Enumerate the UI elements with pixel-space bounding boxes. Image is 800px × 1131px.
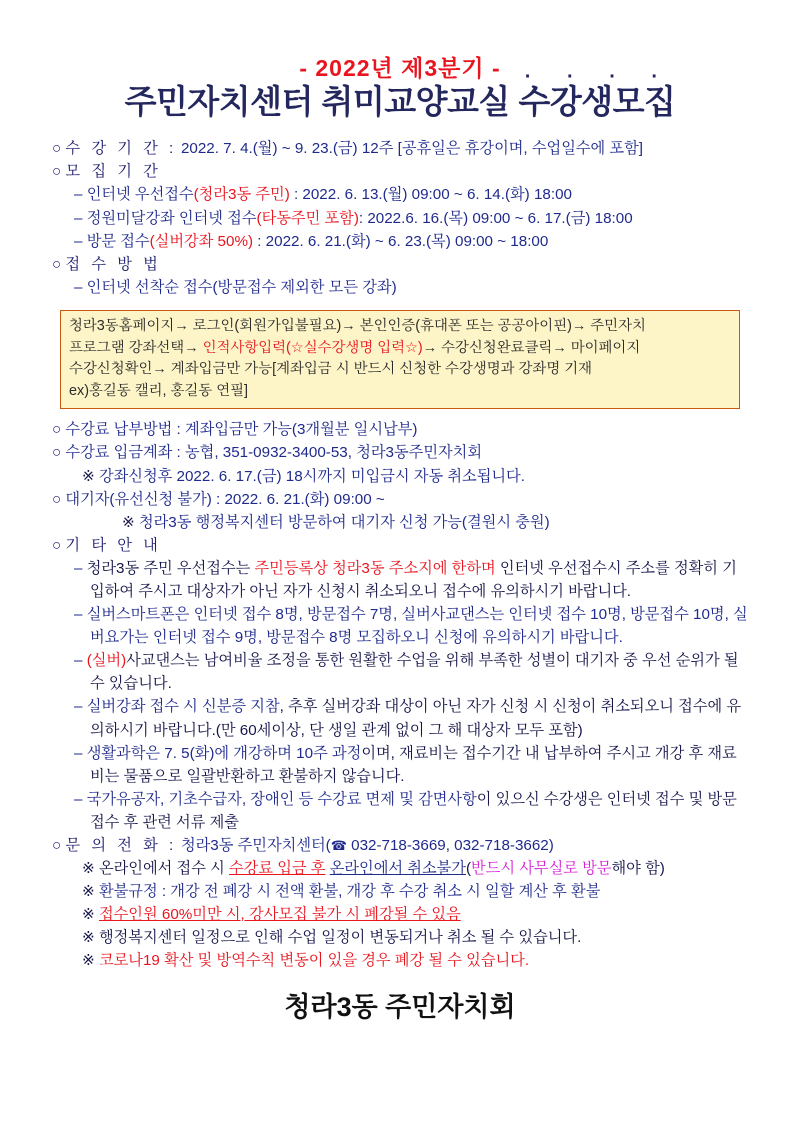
waitlist-text: 대기자(유선신청 불가) : 2022. 6. 21.(화) 09:00 ~	[65, 490, 385, 508]
method-bullet: ○	[52, 255, 62, 273]
period-value: 2022. 7. 4.(월) ~ 9. 23.(금) 12주 [공휴일은 휴강이며, 수업일수에 포함]	[180, 140, 643, 158]
notice-3-text: 행정복지센터 일정으로 인해 수업 일정이 변동되거나 취소 될 수 있습니다.	[98, 929, 582, 947]
contact-label: 문 의 전 화 :	[65, 837, 177, 855]
flow-line-4: ex)홍길동 캘리, 홍길동 연필]	[69, 382, 248, 399]
page-title	[0, 83, 800, 121]
telephone-icon: ☎	[330, 838, 347, 854]
other-info-item-0-dash: –	[74, 559, 83, 577]
contact-office: 청라3동 주민자치센터(	[180, 837, 331, 855]
recruit-item-0-pre: 인터넷 우선접수	[86, 186, 194, 204]
other-info-item-3-highlight: 실버강좌 접수 시 신분증 지참	[86, 698, 280, 716]
waitlist-bullet: ○	[52, 490, 62, 508]
notice-4	[82, 949, 748, 972]
notice-1	[82, 880, 748, 903]
notice-3	[82, 926, 748, 949]
section-recruit-header	[52, 160, 748, 183]
other-info-item-2	[74, 649, 748, 695]
recruit-item-2-pre: 방문 접수	[86, 232, 150, 250]
footer-signature: 청라3동 주민자치회	[284, 991, 516, 1022]
section-waitlist	[52, 488, 748, 511]
title-kicker: - 2022년 제3분기 -	[299, 55, 501, 81]
recruit-item-0-highlight: (청라3동 주민)	[193, 186, 290, 204]
flow-line-3: 수강신청확인→ 계좌입금만 가능[계좌입금 시 반드시 신청한 수강생명과 강좌명 기재	[69, 361, 593, 378]
notice-0-bullet: ※	[82, 860, 95, 878]
notice-2	[82, 903, 748, 926]
waitlist-sub-note	[122, 511, 748, 534]
other-info-item-2-highlight: (실버)	[86, 652, 127, 670]
notice-0-seg-5: 반드시 사무실로 방문	[471, 860, 612, 878]
section-other-info-header	[52, 534, 748, 557]
other-info-item-2-p2: 사교댄스는 남여비율 조정을 통한 원활한 수업을 위해 부족한 성별이 대기자 중 우선 순위가 될 수 있습니다.	[90, 652, 739, 693]
other-info-item-4-highlight: 생활과학은 7. 5(화)에 개강하며 10주 과정	[86, 744, 362, 762]
contact-bullet: ○	[52, 837, 62, 855]
section-contact	[52, 834, 748, 857]
recruit-item-1	[74, 207, 748, 230]
other-info-item-3-dash: –	[74, 698, 83, 716]
recruit-bullet: ○	[52, 163, 62, 181]
waitlist-sub-bullet: ※	[122, 513, 135, 531]
auto-cancel-note	[82, 465, 748, 488]
recruit-item-1-pre: 정원미달강좌 인터넷 접수	[86, 209, 257, 227]
payment-method-text: 수강료 납부방법 : 계좌입금만 가능(3개월분 일시납부)	[65, 421, 418, 439]
flow-line-2-highlight: 인적사항입력(☆실수강생명 입력☆)	[202, 339, 423, 356]
document-body	[0, 121, 800, 1027]
flow-line-2	[69, 338, 731, 360]
contact-phones: 032-718-3669, 032-718-3662)	[346, 837, 554, 855]
auto-cancel-bullet: ※	[82, 467, 95, 485]
other-info-item-0-highlight: 주민등록상 청라3동 주소지에 한하며	[254, 559, 496, 577]
other-info-item-2-dash: –	[74, 652, 83, 670]
other-info-item-4-dash: –	[74, 744, 83, 762]
period-label: 수 강 기 간 :	[65, 140, 177, 158]
recruit-item-1-dash: –	[74, 209, 83, 227]
notice-0	[82, 857, 748, 880]
notice-4-bullet: ※	[82, 952, 95, 970]
recruit-item-1-highlight: (타동주민 포함)	[256, 209, 359, 227]
waitlist-sub-text: 청라3동 행정복지센터 방문하여 대기자 신청 가능(결원시 충원)	[138, 513, 550, 531]
recruit-item-2-post: : 2022. 6. 21.(화) ~ 6. 23.(목) 09:00 ~ 18:00	[253, 232, 549, 250]
other-info-item-1	[74, 603, 748, 649]
section-period	[52, 137, 748, 160]
notice-4-text: 코로나19 확산 및 방역수칙 변동이 있을 경우 폐강 될 수 있습니다.	[98, 952, 530, 970]
title-main-part1: 주민자치센터 취미교양교실	[124, 83, 519, 121]
section-bank-account	[52, 441, 748, 464]
notice-0-seg-3: 온라인에서 취소불가	[329, 860, 466, 878]
recruit-item-1-post: : 2022.6. 16.(목) 09:00 ~ 6. 17.(금) 18:00	[358, 209, 633, 227]
notice-0-seg-6: 해야 함)	[611, 860, 665, 878]
recruit-item-0-post: : 2022. 6. 13.(월) 09:00 ~ 6. 14.(화) 18:00	[289, 186, 572, 204]
flow-line-1: 청라3동홈페이지→ 로그인(회원가입불필요)→ 본인인증(휴대폰 또는 공공아이핀)→ 주민자치	[69, 317, 646, 334]
notice-2-bullet: ※	[82, 906, 95, 924]
other-info-label: 기 타 안 내	[65, 536, 162, 554]
title-block	[0, 0, 800, 121]
recruit-label: 모 집 기 간	[65, 163, 162, 181]
other-info-item-4	[74, 742, 748, 788]
notice-1-text: 환불규정 : 개강 전 폐강 시 전액 환불, 개강 후 수강 취소 시 일할 계산 후 환불	[98, 883, 601, 901]
registration-flow-box	[60, 310, 740, 409]
notice-1-bullet: ※	[82, 883, 95, 901]
notice-3-bullet: ※	[82, 929, 95, 947]
notice-2-text: 접수인원 60%미만 시, 강사모집 불가 시 폐강될 수 있음	[98, 906, 461, 924]
auto-cancel-text: 강좌신청후 2022. 6. 17.(금) 18시까지 미입금시 자동 취소됩니다.	[98, 467, 525, 485]
recruit-item-2-highlight: (실버강좌 50%)	[149, 232, 254, 250]
notice-0-seg-0: 온라인에서 접수 시	[98, 860, 229, 878]
other-info-item-5-dash: –	[74, 790, 83, 808]
section-method-header	[52, 253, 748, 276]
flow-line-2-pre: 프로그램 강좌선택→	[69, 339, 203, 356]
title-main-part2: 수강생모집 · · · ·	[518, 83, 675, 120]
other-info-item-4-p2: 이며, 재료비는 접수기간 내 납부하여 주시고 개강 후 재료비는 물품으로 일괄반환하고 환불하지 않습니다.	[90, 744, 737, 785]
recruit-item-0	[74, 183, 748, 206]
notice-0-seg-1: 수강료 입금 후	[229, 860, 326, 878]
other-info-item-5-p2: 이 있으신 수강생은 인터넷 접수 및 방문 접수 후 관련 서류 제출	[90, 790, 737, 831]
other-info-item-1-dash: –	[74, 606, 83, 624]
recruit-item-2-dash: –	[74, 232, 83, 250]
notice-0-seg-4: (	[465, 860, 472, 878]
other-info-item-3	[74, 695, 748, 741]
section-payment-method	[52, 418, 748, 441]
other-info-item-0	[74, 557, 748, 603]
recruit-item-0-dash: –	[74, 186, 83, 204]
method-item: – 인터넷 선착순 접수(방문접수 제외한 모든 강좌)	[74, 278, 397, 296]
other-info-item-0-p1: 청라3동 주민 우선접수는	[86, 559, 255, 577]
other-info-item-5	[74, 788, 748, 834]
payment-method-bullet: ○	[52, 421, 62, 439]
flow-line-2-post: → 수강신청완료클릭→ 마이페이지	[422, 339, 641, 356]
bank-account-text: 수강료 입금계좌 : 농협, 351-0932-3400-53, 청라3동주민자치회	[65, 444, 483, 462]
other-info-item-0-p3: 인터넷 우선접수시 주소를 정확히 기입하여 주시고 대상자가 아닌 자가 신청시 취소되오니 접수에 유의하시기 바랍니다.	[90, 559, 737, 600]
period-bullet: ○	[52, 140, 62, 158]
method-label: 접 수 방 법	[65, 255, 162, 273]
other-info-item-5-highlight: 국가유공자, 기초수급자, 장애인 등 수강료 면제 및 감면사항	[86, 790, 477, 808]
bank-account-bullet: ○	[52, 444, 62, 462]
other-info-bullet: ○	[52, 536, 62, 554]
other-info-item-3-p2: , 추후 실버강좌 대상이 아닌 자가 신청 시 신청이 취소되오니 접수에 유의하시기 바랍니다.(만 60세이상, 단 생일 관계 없이 그 해 대상자 모두 포함)	[90, 698, 742, 739]
recruit-item-2	[74, 230, 748, 253]
other-info-item-1-text: 실버스마트폰은 인터넷 접수 8명, 방문접수 7명, 실버사교댄스는 인터넷 접수 10명, 방문접수 10명, 실버요가는 인터넷 접수 9명, 방문접수 8명 모집하오니 신청에 유의하시기 바랍니다.	[86, 606, 748, 647]
